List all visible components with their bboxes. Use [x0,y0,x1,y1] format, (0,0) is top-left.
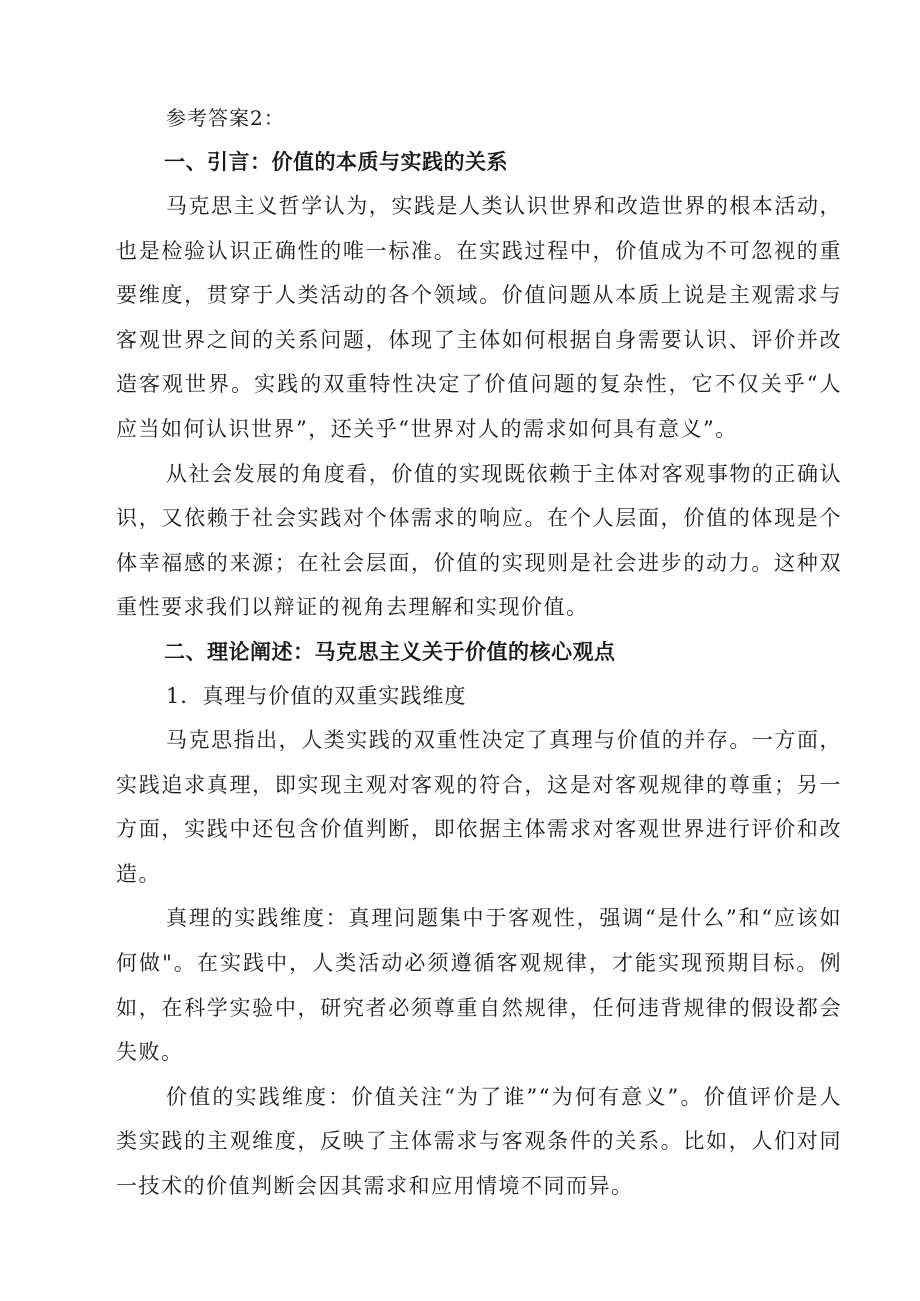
document-body [116,96,842,1208]
paragraph-theory-1: 马克思指出，人类实践的双重性决定了真理与价值的并存。一方面，实践追求真理，即实现主观对客观的符合，这是对客观规律的尊重；另一方面，实践中还包含价值判断，即依据主体需求对客观世界进行评价和改造。 [116,727,842,886]
paragraph-intro-2: 从社会发展的角度看，价值的实现既依赖于主体对客观事物的正确认识，又依赖于社会实践对个体需求的响应。在个人层面，价值的体现是个体幸福感的来源；在社会层面，价值的实现则是社会进步的动力。这种双重性要求我们以辩证的视角去理解和实现价值。 [116,461,842,620]
section-heading-introduction: 一、引言：价值的本质与实践的关系 [164,150,508,174]
section-heading-theory: 二、理论阐述：马克思主义关于价值的核心观点 [164,639,616,664]
paragraph-theory-2: 真理的实践维度：真理问题集中于客观性，强调“是什么”和“应该如何做"。在实践中，人类活动必须遵循客观规律，才能实现预期目标。例如，在科学实验中，研究者必须尊重自然规律，任何违背规律的假设都会失败。 [116,906,842,1065]
paragraph-intro-1: 马克思主义哲学认为，实践是人类认识世界和改造世界的根本活动，也是检验认识正确性的唯一标准。在实践过程中，价值成为不可忽视的重要维度，贯穿于人类活动的各个领域。价值问题从本质上说是主观需求与客观世界之间的关系问题，体现了主体如何根据自身需要认识、评价并改造客观世界。实践的双重特性决定了价值问题的复杂性，它不仅关乎“人应当如何认识世界”，还关乎“世界对人的需求如何具有意义”。 [116,194,842,441]
paragraph-theory-3: 价值的实践维度：价值关注“为了谁”“为何有意义”。价值评价是人类实践的主观维度，反映了主体需求与客观条件的关系。比如，人们对同一技术的价值判断会因其需求和应用情境不同而异。 [116,1084,842,1198]
answer-label: 参考答案2： [166,106,285,130]
subsection-heading-truth-value: 1．真理与价值的双重实践维度 [166,683,467,708]
